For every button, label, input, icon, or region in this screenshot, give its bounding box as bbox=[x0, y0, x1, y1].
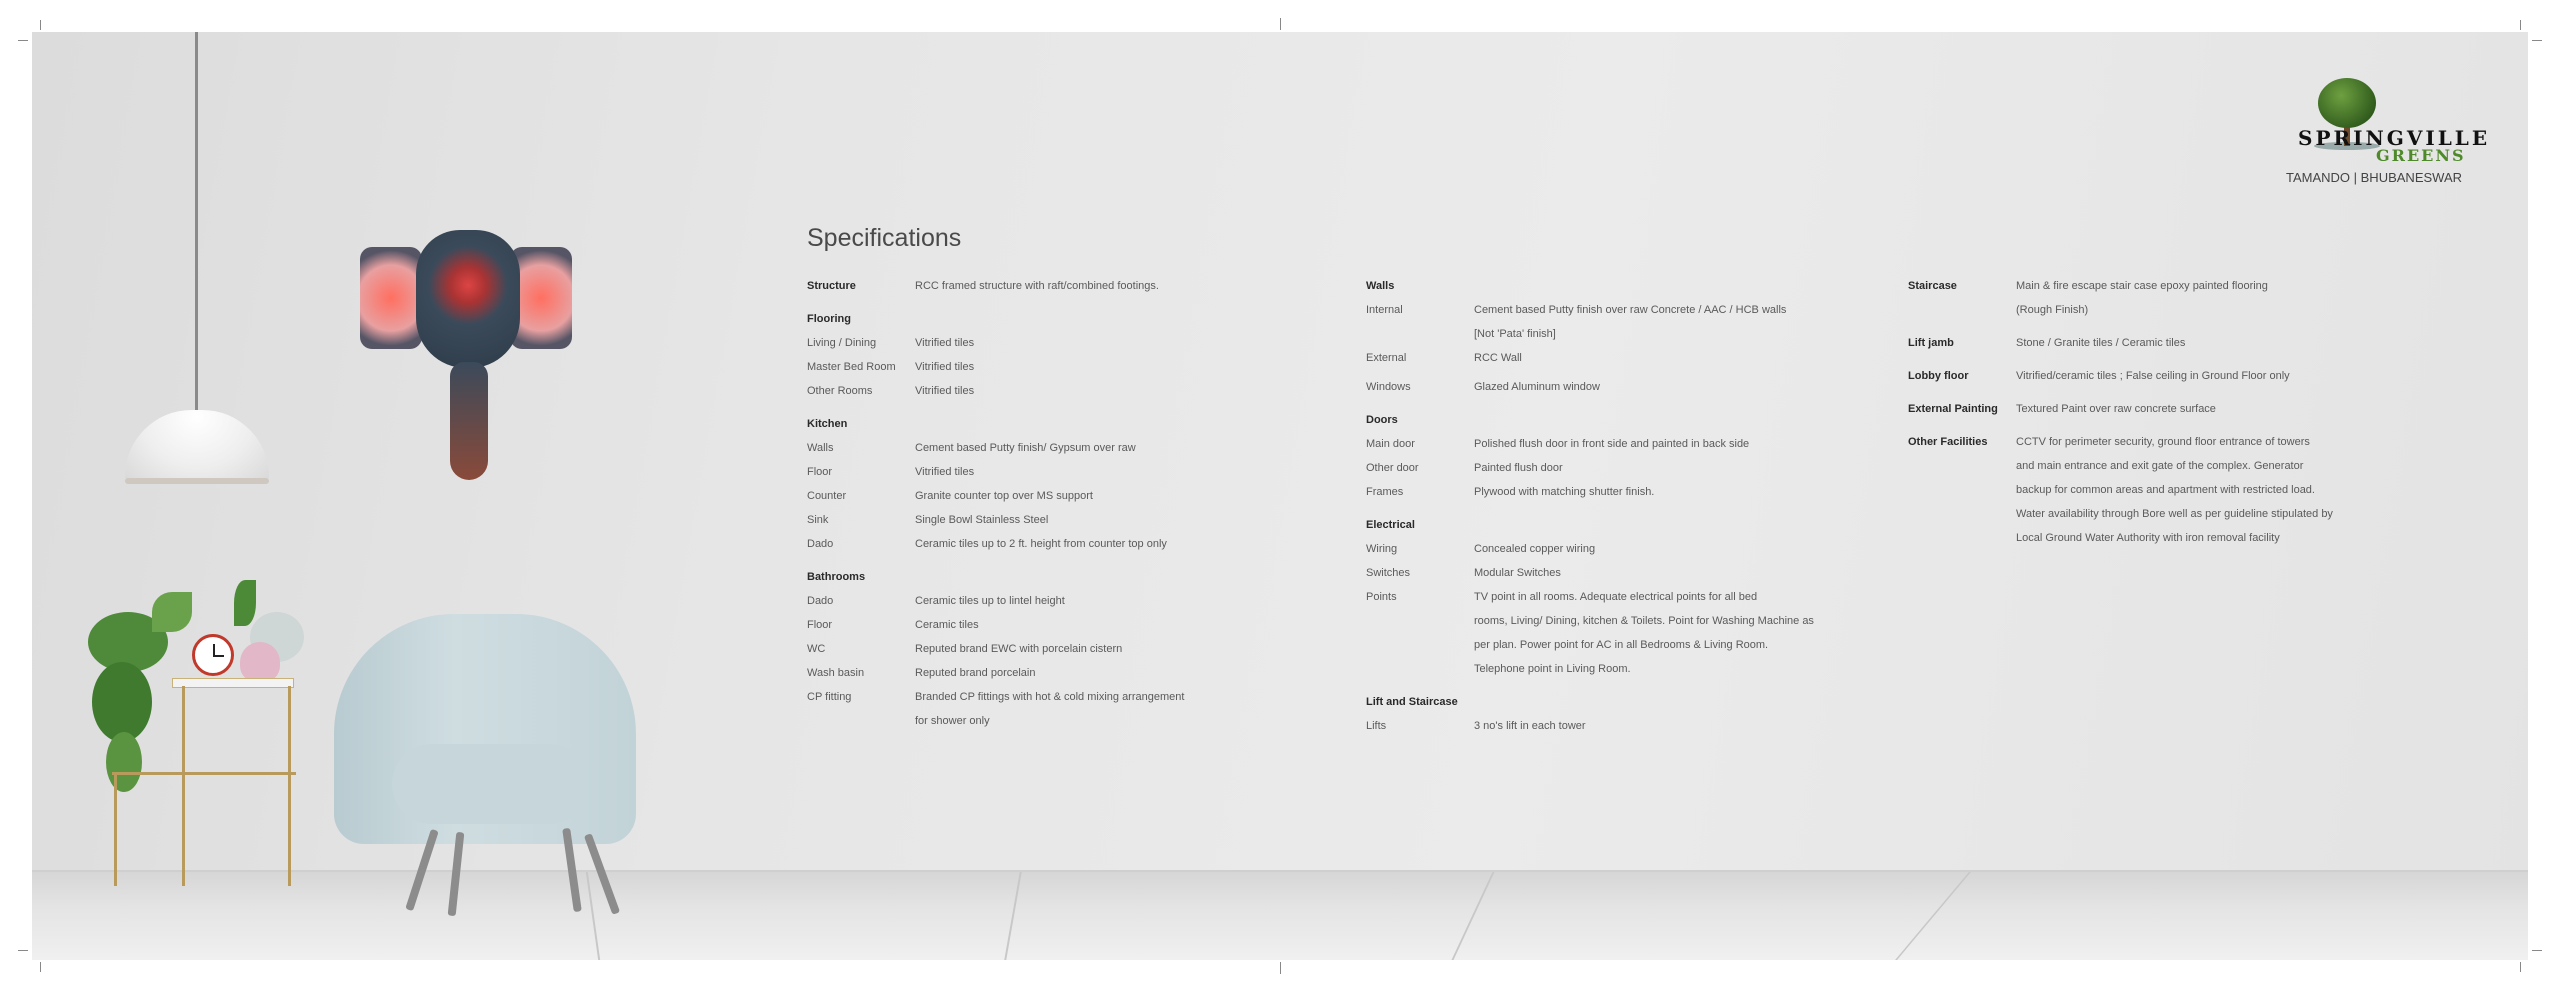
spec-value-cont: [Not 'Pata' finish] bbox=[1474, 328, 1556, 340]
page-title: Specifications bbox=[807, 224, 962, 252]
crop-mark bbox=[2532, 950, 2542, 951]
spec-label: Structure bbox=[807, 280, 856, 292]
spec-row bbox=[807, 355, 1277, 379]
spec-row bbox=[1366, 480, 1846, 504]
spec-label: Wash basin bbox=[807, 667, 865, 679]
spec-column-3 bbox=[1908, 274, 2378, 550]
spec-row bbox=[1366, 714, 1846, 738]
spec-value: Stone / Granite tiles / Ceramic tiles bbox=[2016, 337, 2186, 349]
spec-value: Vitrified tiles bbox=[915, 361, 975, 373]
spec-label: CP fitting bbox=[807, 691, 852, 703]
spec-value-cont: (Rough Finish) bbox=[2016, 304, 2089, 316]
spec-row bbox=[1908, 274, 2378, 322]
spec-label: Other Rooms bbox=[807, 385, 873, 397]
spec-label: Lobby floor bbox=[1908, 370, 1969, 382]
spec-label: Main door bbox=[1366, 438, 1415, 450]
spec-value: Glazed Aluminum window bbox=[1474, 381, 1600, 393]
spec-label: Lifts bbox=[1366, 720, 1387, 732]
spec-value-cont: Water availability through Bore well as per guideline stipulated by bbox=[2016, 508, 2333, 520]
spec-label: Windows bbox=[1366, 381, 1411, 393]
spec-value: Branded CP fittings with hot & cold mixing arrangement bbox=[915, 691, 1185, 703]
spec-value-cont: per plan. Power point for AC in all Bedrooms & Living Room. bbox=[1474, 639, 1769, 651]
spec-value: Vitrified tiles bbox=[915, 466, 975, 478]
spec-row bbox=[1366, 537, 1846, 561]
spec-row bbox=[1366, 456, 1846, 480]
spec-label: Wiring bbox=[1366, 543, 1398, 555]
spec-label: Frames bbox=[1366, 486, 1404, 498]
spec-value: RCC Wall bbox=[1474, 352, 1522, 364]
spec-row bbox=[1908, 397, 2378, 421]
spec-value-cont: for shower only bbox=[915, 715, 990, 727]
spec-value: Concealed copper wiring bbox=[1474, 543, 1596, 555]
spec-label: External bbox=[1366, 352, 1407, 364]
crop-mark bbox=[18, 40, 28, 41]
crop-mark bbox=[2520, 20, 2521, 30]
spec-row bbox=[1366, 375, 1846, 399]
spec-value: Plywood with matching shutter finish. bbox=[1474, 486, 1655, 498]
section-head-walls: Walls bbox=[1366, 280, 1395, 292]
spec-value: Reputed brand EWC with porcelain cistern bbox=[915, 643, 1123, 655]
crop-mark bbox=[40, 20, 41, 30]
section-head-bathrooms: Bathrooms bbox=[807, 571, 866, 583]
spec-label: Switches bbox=[1366, 567, 1411, 579]
spec-row bbox=[807, 379, 1277, 403]
clock-icon bbox=[192, 634, 234, 676]
spec-label: External Painting bbox=[1908, 403, 1998, 415]
spec-label: WC bbox=[807, 643, 826, 655]
section-head-flooring: Flooring bbox=[807, 313, 851, 325]
spec-row bbox=[807, 460, 1277, 484]
spec-value-cont: Local Ground Water Authority with iron removal facility bbox=[2016, 532, 2280, 544]
spec-value: Reputed brand porcelain bbox=[915, 667, 1036, 679]
spec-value-cont: and main entrance and exit gate of the complex. Generator bbox=[2016, 460, 2304, 472]
spec-row bbox=[807, 532, 1277, 556]
spec-row bbox=[1366, 585, 1846, 681]
spec-label: Floor bbox=[807, 466, 833, 478]
spec-row bbox=[807, 613, 1277, 637]
spec-value: Ceramic tiles up to 2 ft. height from counter top only bbox=[915, 538, 1167, 550]
spec-label: Points bbox=[1366, 591, 1397, 603]
spec-value: 3 no's lift in each tower bbox=[1474, 720, 1586, 732]
spec-label: Dado bbox=[807, 538, 834, 550]
spec-label: Internal bbox=[1366, 304, 1403, 316]
spec-value: RCC framed structure with raft/combined footings. bbox=[915, 280, 1159, 292]
spec-column-2 bbox=[1366, 274, 1846, 738]
spec-column-1 bbox=[807, 274, 1277, 733]
crop-mark bbox=[40, 962, 41, 972]
spec-label: Counter bbox=[807, 490, 847, 502]
spec-value: Ceramic tiles up to lintel height bbox=[915, 595, 1065, 607]
spec-label: Walls bbox=[807, 442, 834, 454]
spec-row bbox=[807, 508, 1277, 532]
crop-mark bbox=[1280, 18, 1281, 30]
spec-row bbox=[807, 637, 1277, 661]
spec-row bbox=[1366, 298, 1846, 346]
spec-value-cont: Telephone point in Living Room. bbox=[1474, 663, 1631, 675]
spec-label: Master Bed Room bbox=[807, 361, 896, 373]
spec-row bbox=[807, 436, 1277, 460]
spec-value-cont: backup for common areas and apartment with restricted load. bbox=[2016, 484, 2315, 496]
spec-row bbox=[1908, 364, 2378, 388]
spec-row bbox=[1366, 432, 1846, 456]
spec-value: Painted flush door bbox=[1474, 462, 1563, 474]
spec-value: Granite counter top over MS support bbox=[915, 490, 1093, 502]
spec-value: Cement based Putty finish/ Gypsum over raw bbox=[915, 442, 1136, 454]
logo-line2: GREENS bbox=[2376, 146, 2466, 165]
spec-value: Cement based Putty finish over raw Concrete / AAC / HCB walls bbox=[1474, 304, 1787, 316]
spec-value: Vitrified/ceramic tiles ; False ceiling in Ground Floor only bbox=[2016, 370, 2290, 382]
section-head-kitchen: Kitchen bbox=[807, 418, 848, 430]
crop-mark bbox=[2520, 962, 2521, 972]
spec-row bbox=[807, 589, 1277, 613]
spec-value: TV point in all rooms. Adequate electrical points for all bed bbox=[1474, 591, 1758, 603]
spec-value: Polished flush door in front side and painted in back side bbox=[1474, 438, 1750, 450]
spec-row-structure bbox=[807, 274, 1277, 298]
spec-label: Sink bbox=[807, 514, 829, 526]
spec-label: Staircase bbox=[1908, 280, 1957, 292]
spec-row bbox=[1908, 331, 2378, 355]
logo-line1: SPRINGVILLE bbox=[2298, 126, 2491, 150]
spec-row bbox=[1366, 561, 1846, 585]
spec-value: Single Bowl Stainless Steel bbox=[915, 514, 1049, 526]
spec-label: Lift jamb bbox=[1908, 337, 1954, 349]
spec-row bbox=[807, 661, 1277, 685]
spec-label: Living / Dining bbox=[807, 337, 877, 349]
spec-row bbox=[807, 484, 1277, 508]
spec-value: Modular Switches bbox=[1474, 567, 1561, 579]
spec-value: Textured Paint over raw concrete surface bbox=[2016, 403, 2216, 415]
spec-label: Floor bbox=[807, 619, 833, 631]
spec-value-cont: rooms, Living/ Dining, kitchen & Toilets. Point for Washing Machine as bbox=[1474, 615, 1814, 627]
spec-value: Ceramic tiles bbox=[915, 619, 979, 631]
spec-value: Vitrified tiles bbox=[915, 385, 975, 397]
spec-label: Dado bbox=[807, 595, 834, 607]
section-head-lift: Lift and Staircase bbox=[1366, 696, 1458, 708]
spec-row bbox=[807, 685, 1277, 733]
section-head-electrical: Electrical bbox=[1366, 519, 1415, 531]
crop-mark bbox=[18, 950, 28, 951]
spec-row bbox=[807, 331, 1277, 355]
spec-label: Other door bbox=[1366, 462, 1419, 474]
spec-label: Other Facilities bbox=[1908, 436, 1988, 448]
spec-value: Main & fire escape stair case epoxy painted flooring bbox=[2016, 280, 2268, 292]
spec-row bbox=[1366, 346, 1846, 370]
spec-row bbox=[1908, 430, 2378, 550]
spec-value: Vitrified tiles bbox=[915, 337, 975, 349]
section-head-doors: Doors bbox=[1366, 414, 1398, 426]
logo-location: TAMANDO | BHUBANESWAR bbox=[2286, 170, 2463, 185]
crop-mark bbox=[2532, 40, 2542, 41]
floor-image bbox=[32, 870, 2528, 960]
spec-value: CCTV for perimeter security, ground floor entrance of towers bbox=[2016, 436, 2310, 448]
crop-mark bbox=[1280, 962, 1281, 974]
